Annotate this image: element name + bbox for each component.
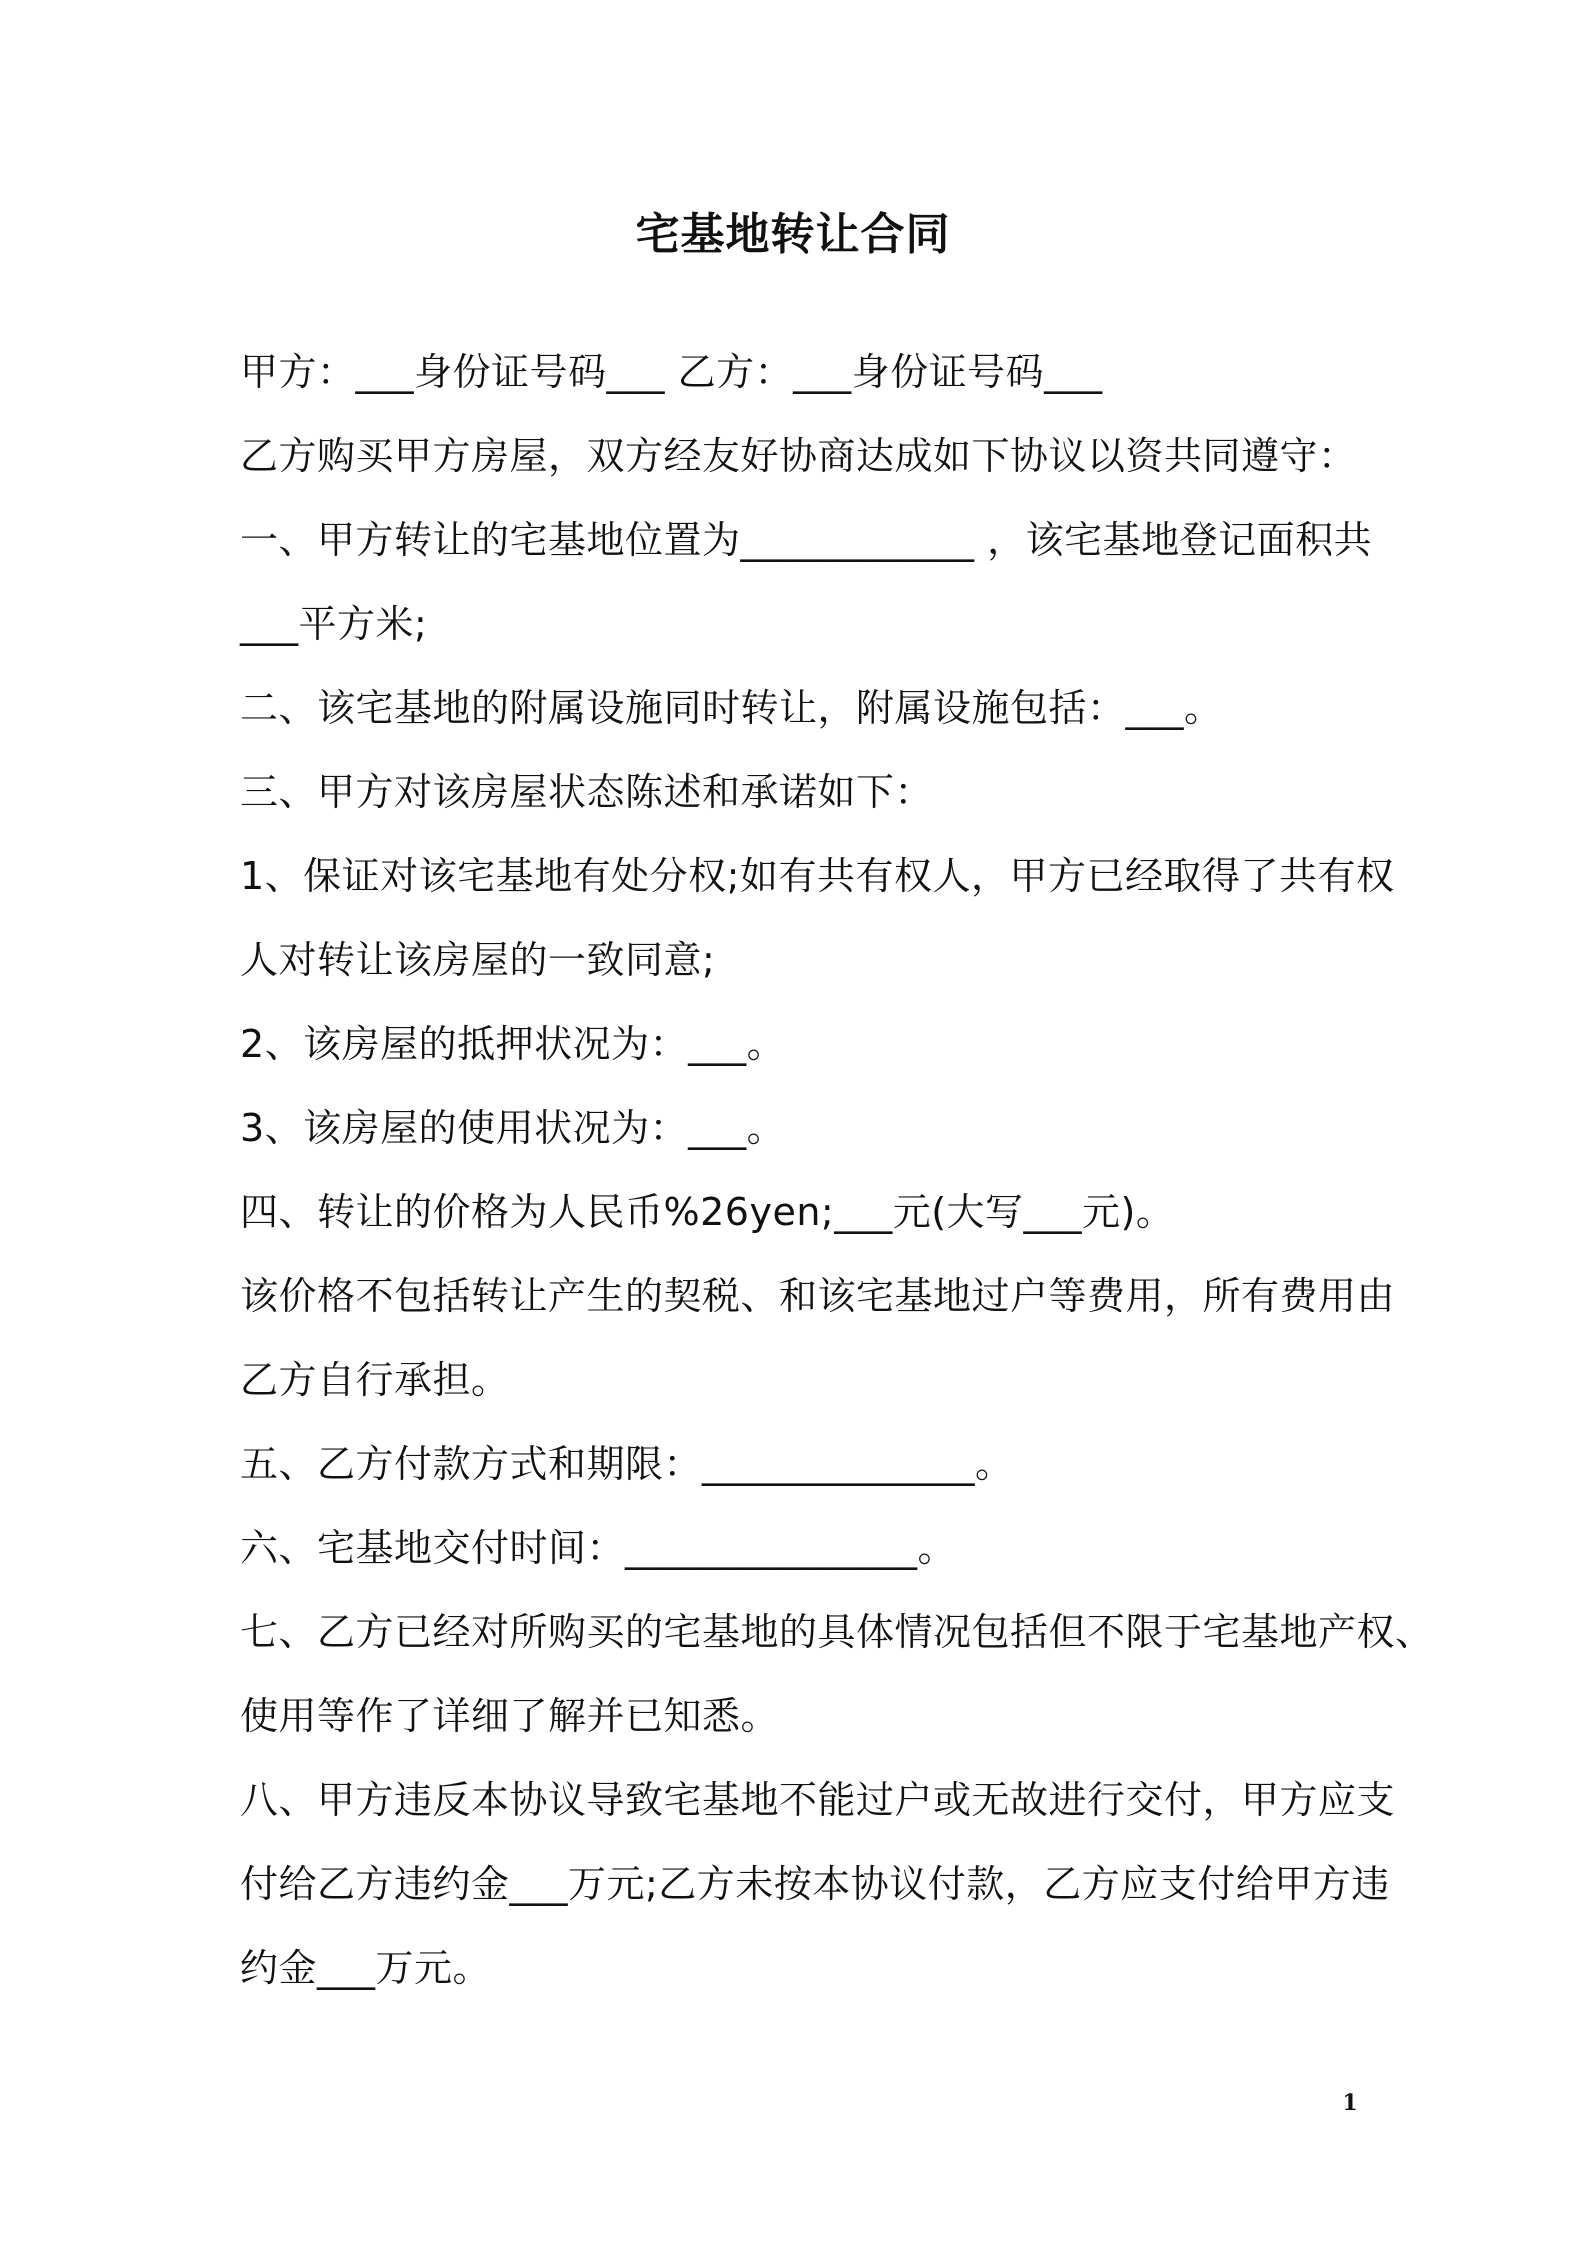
clause-line: 乙方自行承担。 [240, 1358, 510, 1402]
page-number: 1 [1342, 2090, 1358, 2116]
clause-line: 八、甲方违反本协议导致宅基地不能过户或无故进行交付，甲方应支 [240, 1778, 1396, 1822]
clause-line: 四、转让的价格为人民币%26yen;___元(大写___元)。 [240, 1190, 1175, 1234]
clause-line: 该价格不包括转让产生的契税、和该宅基地过户等费用，所有费用由 [240, 1274, 1396, 1318]
document-title: 宅基地转让合同 [635, 209, 951, 260]
clause-line: 人对转让该房屋的一致同意; [240, 938, 716, 982]
clause-line: 付给乙方违约金___万元;乙方未按本协议付款，乙方应支付给甲方违 [240, 1862, 1390, 1906]
clause-line: 2、该房屋的抵押状况为：___。 [240, 1022, 786, 1066]
clause-line: 三、甲方对该房屋状态陈述和承诺如下： [240, 770, 934, 814]
clause-line: 一、甲方转让的宅基地位置为____________ ，该宅基地登记面积共 [240, 518, 1373, 562]
clause-line: 六、宅基地交付时间：_______________。 [240, 1526, 957, 1570]
clause-line: 使用等作了详细了解并已知悉。 [240, 1694, 780, 1738]
clause-line: 甲方：___身份证号码___ 乙方：___身份证号码___ [240, 350, 1103, 394]
clause-line: ___平方米; [240, 602, 428, 646]
clause-line: 3、该房屋的使用状况为：___。 [240, 1106, 786, 1150]
clause-line: 七、乙方已经对所购买的宅基地的具体情况包括但不限于宅基地产权、 [240, 1610, 1434, 1654]
clause-line: 1、保证对该宅基地有处分权;如有共有权人，甲方已经取得了共有权 [240, 854, 1395, 898]
clause-line: 二、该宅基地的附属设施同时转让，附属设施包括：___。 [240, 686, 1223, 730]
clause-line: 乙方购买甲方房屋，双方经友好协商达成如下协议以资共同遵守： [240, 434, 1357, 478]
contract-body [240, 330, 1434, 2010]
clause-line: 约金___万元。 [240, 1946, 492, 1990]
clause-line: 五、乙方付款方式和期限：______________。 [240, 1442, 1014, 1486]
